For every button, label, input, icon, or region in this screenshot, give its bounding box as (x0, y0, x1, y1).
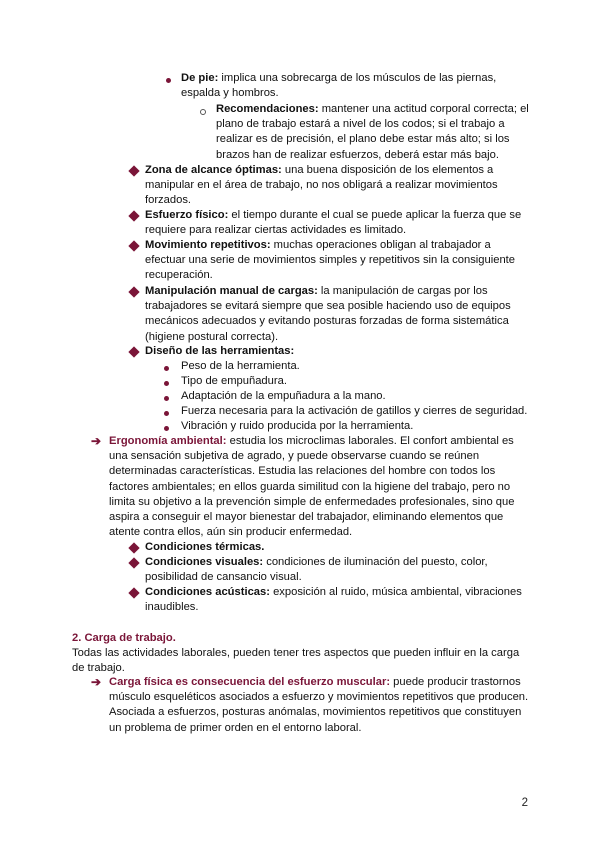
item-heading: Zona de alcance óptimas: (145, 164, 282, 176)
item-heading: Condiciones térmicas. (145, 541, 265, 553)
bullet-icon (164, 426, 169, 431)
item-heading: Recomendaciones: (216, 103, 319, 115)
list-item (216, 102, 536, 163)
list-item: Peso de la herramienta. (181, 360, 300, 372)
diamond-bullet-icon (128, 542, 139, 553)
bullet-icon (166, 78, 171, 83)
diamond-bullet-icon (128, 165, 139, 176)
bullet-icon (164, 366, 169, 371)
list-item (145, 163, 520, 209)
item-text: estudia los microclimas laborales. El confort ambiental es una sensación subjetiva de agrado, y puede observarse cuando se reúnen determinadas características. Estudia las relaciones del hombre con todos los factores ambientales; en ellos guarda similitud con la higiene del trabajo, pero no limita su objetivo a la prevención simple de enfermedades profesionales, sino que aspira a conseguir el mayor bienestar del trabajador, eliminando elementos que atente contra ellos, aún sin producir enfermedad. (109, 435, 515, 539)
list-item (145, 238, 520, 284)
item-text: implica una sobrecarga de los músculos de las piernas, espalda y hombros. (181, 72, 497, 100)
list-item (145, 540, 525, 555)
item-text: mantener una actitud corporal correcta; el plano de trabajo estará a nivel de los codos; si el trabajo a realizar es de precisión, el plano debe estar más alto; si los brazos han de realizar esfuerzos, deberá estar más bajo. (216, 103, 529, 161)
list-item (145, 585, 530, 615)
bullet-icon (164, 396, 169, 401)
list-item (181, 71, 521, 101)
list-item (145, 284, 525, 345)
diamond-bullet-icon (128, 210, 139, 221)
circle-bullet-icon (200, 109, 206, 115)
section-title: 2. Carga de trabajo. (72, 632, 176, 644)
arrow-bullet-icon: ➔ (91, 434, 102, 448)
bullet-icon (164, 411, 169, 416)
diamond-bullet-icon (128, 587, 139, 598)
item-text: el tiempo durante el cual se puede aplicar la fuerza que se requiere para realizar ciertas actividades es limitado. (145, 209, 522, 237)
page-number: 2 (521, 797, 528, 809)
item-text: una buena disposición de los elementos a manipular en el área de trabajo, no nos obligará a realizar movimientos forzados. (145, 164, 498, 207)
item-heading: Ergonomía ambiental: (109, 435, 227, 447)
item-text: exposición al ruido, música ambiental, vibraciones inaudibles. (145, 586, 522, 614)
list-item (145, 555, 500, 585)
diamond-bullet-icon (128, 240, 139, 251)
item-text: la manipulación de cargas por los trabajadores se evitará siempre que sea posible haciendo uso de equipos mecánicos adecuados y evitando posturas forzadas de forma sistemática (higiene postural correcta). (145, 285, 511, 343)
list-item: Fuerza necesaria para la activación de gatillos y cierres de seguridad. (181, 405, 528, 417)
item-text: muchas operaciones obligan al trabajador a efectuar una serie de movimientos simples y repetitivos sin la consiguiente recuperación. (145, 239, 515, 282)
diamond-bullet-icon (128, 346, 139, 357)
list-item: Adaptación de la empuñadura a la mano. (181, 390, 386, 402)
paragraph (109, 675, 534, 736)
list-item: Tipo de empuñadura. (181, 375, 287, 387)
list-item (145, 208, 525, 238)
item-heading: Movimiento repetitivos: (145, 239, 271, 251)
item-heading: De pie: (181, 72, 219, 84)
item-heading: Condiciones acústicas: (145, 586, 270, 598)
list-item (145, 344, 520, 359)
list-item: Vibración y ruido producida por la herramienta. (181, 420, 414, 432)
item-heading: Carga física es consecuencia del esfuerzo muscular: (109, 676, 391, 688)
bullet-icon (164, 381, 169, 386)
diamond-bullet-icon (128, 286, 139, 297)
item-heading: Manipulación manual de cargas: (145, 285, 318, 297)
diamond-bullet-icon (128, 557, 139, 568)
paragraph: Todas las actividades laborales, pueden tener tres aspectos que pueden influir en la carga de trabajo. (72, 647, 520, 675)
item-heading: Condiciones visuales: (145, 556, 264, 568)
arrow-bullet-icon: ➔ (91, 675, 102, 689)
item-text: puede producir trastornos músculo esqueléticos asociados a esfuerzo y movimientos repetitivos que producen. Asociada a esfuerzos, posturas anómalas, movimientos repetitivos que constituyen un problema de primer orden en el entorno laboral. (109, 676, 529, 734)
item-heading: Esfuerzo físico: (145, 209, 229, 221)
item-heading: Diseño de las herramientas: (145, 345, 295, 357)
item-text: condiciones de iluminación del puesto, color, posibilidad de cansancio visual. (145, 556, 488, 584)
paragraph (109, 434, 529, 540)
